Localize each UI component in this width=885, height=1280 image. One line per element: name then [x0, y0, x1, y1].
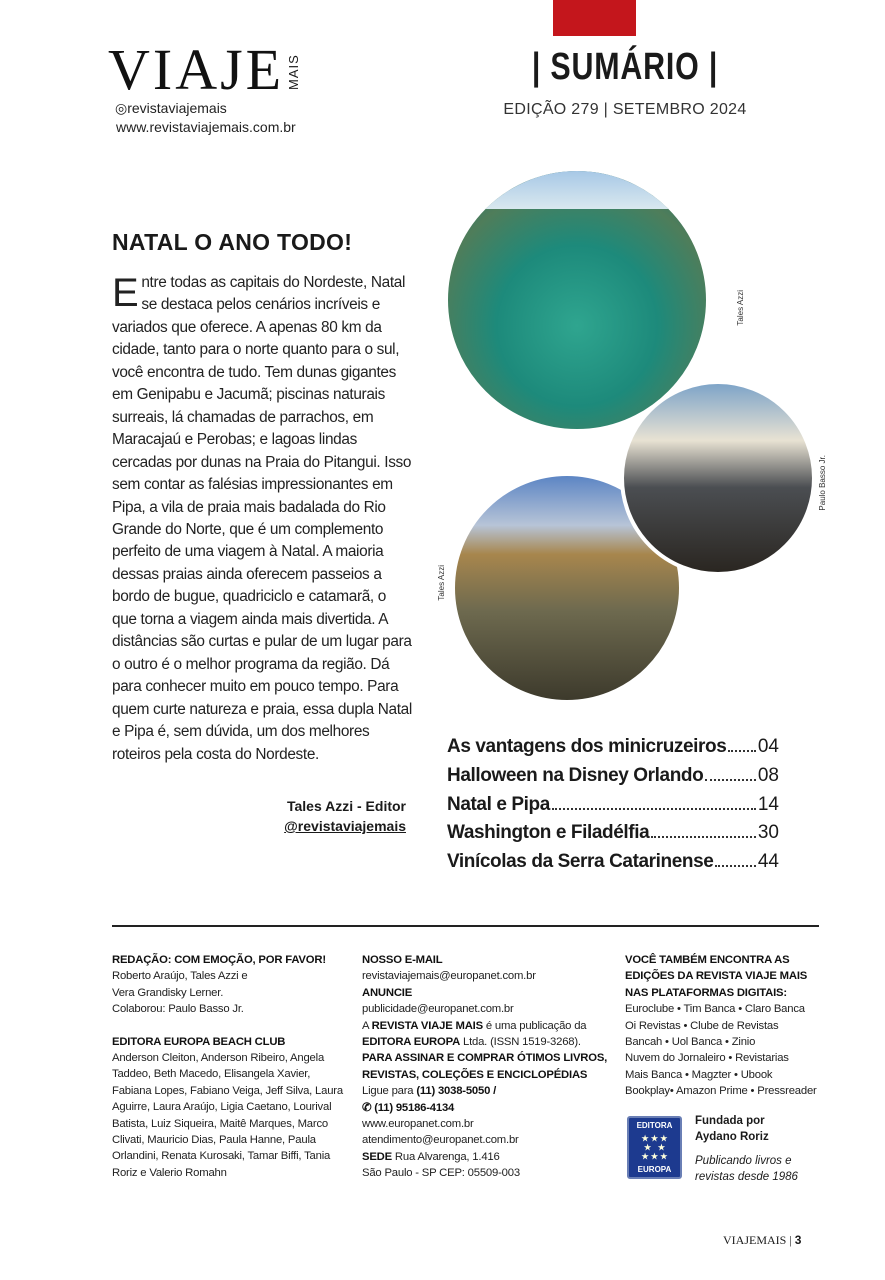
email-link[interactable]: revistaviajemais@europanet.com.br: [362, 970, 536, 983]
page-title: | SUMÁRIO |: [531, 46, 719, 88]
whatsapp-icon: ✆: [362, 1101, 372, 1114]
photo-credit: Paulo Basso Jr.: [818, 455, 827, 511]
toc-page: 04: [757, 736, 779, 757]
toc-entry[interactable]: [447, 736, 779, 765]
editorial-body: Entre todas as capitais do Nordeste, Natal se destaca pelos cenários incríveis e variados que oferece. A apenas 80 km da cidade, tanto para o norte quanto para o sul, você encontra de tudo. Tem dunas gigantes em Genipabu e Jacumã; piscinas naturais surreais, lá chamadas de parrachos, em Maracajaú e Perobas; e lagoas lindas cercadas por dunas na Praia do Pitangui. Isso sem contar as falésias impressionantes em Pipa, a vila de praia mais badalada do Rio Grande do Norte, que é um complemento perfeito de uma viagem à Natal. A maioria dessas praias ainda oferecem passeios a bordo de bugue, quadriciclo e catamarã, o que torna a viagem ainda mais divertida. A distâncias são curtas e pular de um lugar para o outro é o melhor programa da região. Dá para conhecer muito em pouco tempo. Para quem curte natureza e praia, essa dupla Natal e Pipa é, sem dúvida, um dos melhores roteiros pela costa do Nordeste.: [112, 271, 412, 763]
founder: Fundada por Aydano Roriz: [695, 1115, 769, 1143]
logo-sub: MAIS: [286, 54, 301, 90]
table-of-contents: [447, 736, 779, 880]
toc-title: Washington e Filadélfia: [447, 822, 650, 844]
toc-page: 44: [757, 851, 779, 873]
support-email-link[interactable]: atendimento@europanet.com.br: [362, 1134, 519, 1147]
toc-page: 08: [757, 764, 779, 786]
toc-title: Halloween na Disney Orlando: [447, 764, 704, 786]
toc-title: Natal e Pipa: [447, 793, 550, 815]
website-link[interactable]: www.revistaviajemais.com.br: [116, 119, 296, 135]
credits-digital: VOCÊ TAMBÉM ENCONTRA AS EDIÇÕES DA REVISTA VIAJE MAIS NAS PLATAFORMAS DIGITAIS: Euroclube • Tim Banca • Claro Banca Oi Revistas • Clube de Revistas Bancah • Uol Banca • Zinio Nuvem do Jornaleiro • Revistarias Mais Banca • Magzter • Ubook Bookplay• Amazon Prime • Pressreader: [625, 954, 817, 1098]
editor-signature: Tales Azzi - Editor @revistaviajemais: [200, 796, 406, 836]
credits-contact: NOSSO E-MAIL revistaviajemais@europanet.com.br ANUNCIE publicidade@europanet.com.br A REVISTA VIAJE MAIS é uma publicação da EDITORA EUROPA Ltda. (ISSN 1519-3268). PARA ASSINAR E COMPRAR ÓTIMOS LIVROS, REVISTAS, COLEÇÕES E ENCICLOPÉDIAS Ligue para (11) 3038-5050 / ✆ (11) 95186-4134 www.europanet.com.br atendimento@europanet.com.br SEDE Rua Alvarenga, 1.416 São Paulo - SP CEP: 05509-003: [362, 954, 608, 1180]
instagram-handle[interactable]: ◎revistaviajemais: [115, 100, 227, 116]
page-folio: VIAJEMAIS | 3: [723, 1233, 802, 1247]
photo-restaurant: [620, 380, 816, 576]
publishing-since: Publicando livros e revistas desde 1986: [695, 1155, 798, 1183]
photo-credit: Tales Azzi: [437, 565, 446, 601]
toc-title: As vantagens dos minicruzeiros: [447, 736, 727, 757]
editorial-headline: NATAL O ANO TODO!: [112, 229, 353, 255]
toc-page: 30: [757, 822, 779, 844]
drop-cap: E: [112, 271, 139, 315]
ad-email-link[interactable]: publicidade@europanet.com.br: [362, 1003, 514, 1016]
edition-info: EDIÇÃO 279 | SETEMBRO 2024: [503, 101, 747, 118]
site-link[interactable]: www.europanet.com.br: [362, 1118, 474, 1131]
toc-entry[interactable]: [447, 822, 779, 851]
toc-entry[interactable]: [447, 794, 779, 823]
logo: VIAJE: [108, 37, 285, 102]
instagram-icon: ◎: [115, 100, 128, 116]
toc-page: 14: [757, 793, 779, 815]
toc-entry[interactable]: [447, 765, 779, 794]
editor-handle-link[interactable]: @revistaviajemais: [284, 818, 406, 834]
toc-title: Vinícolas da Serra Catarinense: [447, 851, 714, 873]
editora-europa-logo: EDITORA ★ ★ ★ ★ ★ ★ ★ ★ EUROPA: [627, 1116, 682, 1179]
divider: [112, 925, 819, 927]
photo-credit: Tales Azzi: [736, 290, 745, 326]
toc-entry[interactable]: [447, 851, 779, 880]
accent-bar: [553, 0, 636, 36]
credits-staff: REDAÇÃO: COM EMOÇÃO, POR FAVOR! Roberto Araújo, Tales Azzi e Vera Grandisky Lerner. Colaborou: Paulo Basso Jr. EDITORA EUROPA BEACH CLUB Anderson Cleiton, Anderson Ribeiro, Angela Taddeo, Beth Macedo, Elisangela Xavier, Fabiana Lopes, Fabiano Veiga, Jeff Silva, Laura Aguirre, Laura Araújo, Ligia Caetano, Lourival Batista, Luiz Siqueira, Maitê Marques, Marco Clivati, Mauricio Dias, Paula Hanne, Paula Orlandini, Renata Kurosaki, Tamar Biffi, Tania Roriz e Valerio Romahn: [112, 954, 343, 1179]
